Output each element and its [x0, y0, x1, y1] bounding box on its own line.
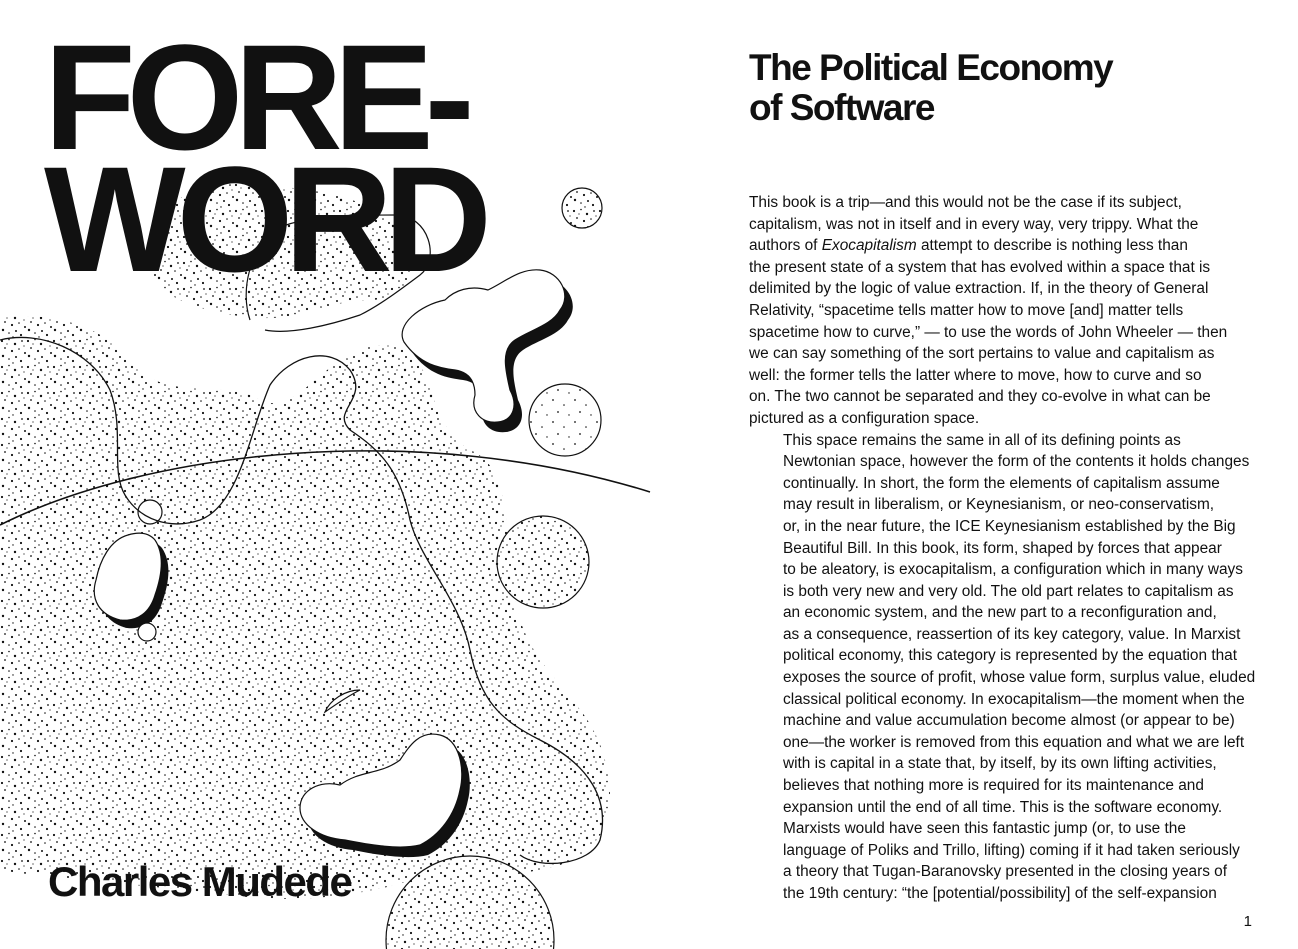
body-line: well: the former tells the latter where to move, how to curve and so — [749, 366, 1202, 384]
body-line: classical political economy. In exocapitalism—the moment when the — [783, 690, 1245, 708]
body-line: to be aleatory, is exocapitalism, a configuration which in many ways — [783, 561, 1243, 579]
body-line: exposes the source of profit, whose value form, surplus value, eluded — [783, 669, 1256, 687]
body-line: Relativity, “spacetime tells matter how to move [and] matter tells — [749, 301, 1184, 319]
body-line: capitalism, was not in itself and in every way, very trippy. What the — [749, 215, 1199, 233]
body-paragraph — [749, 430, 1254, 819]
body-line: This space remains the same in all of its defining points as — [783, 431, 1181, 449]
stippled-circle-large — [497, 516, 589, 608]
author-name: Charles Mudede — [48, 858, 352, 905]
body-line: the 19th century: “the [potential/possibility] of the self-expansion — [783, 885, 1217, 902]
body-line: is both very new and very old. The old part relates to capitalism as — [783, 582, 1234, 600]
body-line: authors of Exocapitalism attempt to describe is nothing less than — [749, 237, 1188, 255]
essay-title-line-2: of Software — [749, 87, 934, 128]
essay-title — [749, 48, 1112, 128]
body-line: language of Poliks and Trillo, lifting) coming if it had taken seriously — [783, 841, 1240, 859]
body-line: pictured as a configuration space. — [749, 409, 980, 427]
body-line: believes that nothing more is required for its maintenance and — [783, 777, 1204, 795]
body-paragraph — [749, 818, 1254, 904]
body-line: on. The two cannot be separated and they co-evolve in what can be — [749, 388, 1211, 406]
stippled-circle-mid — [529, 384, 601, 456]
body-line: political economy, this category is represented by the equation that — [783, 647, 1238, 665]
stippled-circle-small — [562, 188, 602, 228]
body-line: the present state of a system that has evolved within a space that is — [749, 258, 1211, 276]
body-line: Beautiful Bill. In this book, its form, shaped by forces that appear — [783, 539, 1222, 557]
page-number: 1 — [1243, 913, 1252, 930]
body-line: spacetime how to curve,” — to use the words of John Wheeler — then — [749, 323, 1228, 341]
foreword-title-line-1: FORE- — [44, 13, 466, 181]
foreword-title — [44, 13, 483, 303]
essay-title-line-1: The Political Economy — [749, 47, 1113, 88]
body-line: as a consequence, reassertion of its key category, value. In Marxist — [783, 625, 1241, 643]
body-line: machine and value accumulation become almost (or appear to be) — [783, 712, 1235, 730]
body-line: an economic system, and the new part to a reconfiguration and, — [783, 604, 1217, 622]
body-line: may result in liberalism, or Keynesianism, or neo-conservatism, — [783, 496, 1215, 514]
body-line: or, in the near future, the ICE Keynesianism established by the Big — [783, 517, 1236, 535]
body-paragraph — [749, 192, 1254, 430]
body-line: one—the worker is removed from this equation and what we are left — [783, 733, 1245, 751]
foreword-title-line-2: WORD — [44, 135, 483, 303]
right-page — [660, 0, 1298, 949]
body-line: Marxists would have seen this fantastic jump (or, to use the — [783, 820, 1186, 838]
body-line: a theory that Tugan-Baranovsky presented in the closing years of — [783, 863, 1228, 881]
body-line: Newtonian space, however the form of the contents it holds changes — [783, 453, 1250, 471]
body-line: we can say something of the sort pertains to value and capitalism as — [749, 345, 1215, 363]
essay-body — [749, 192, 1254, 905]
body-line: expansion until the end of all time. This is the software economy. — [783, 798, 1223, 816]
body-line: with is capital in a state that, by itself, by its own lifting activities, — [783, 755, 1217, 773]
body-line: This book is a trip—and this would not be the case if its subject, — [749, 194, 1182, 211]
body-line: continually. In short, the form the elements of capitalism assume — [783, 474, 1220, 492]
body-line: delimited by the logic of value extraction. If, in the theory of General — [749, 280, 1209, 298]
